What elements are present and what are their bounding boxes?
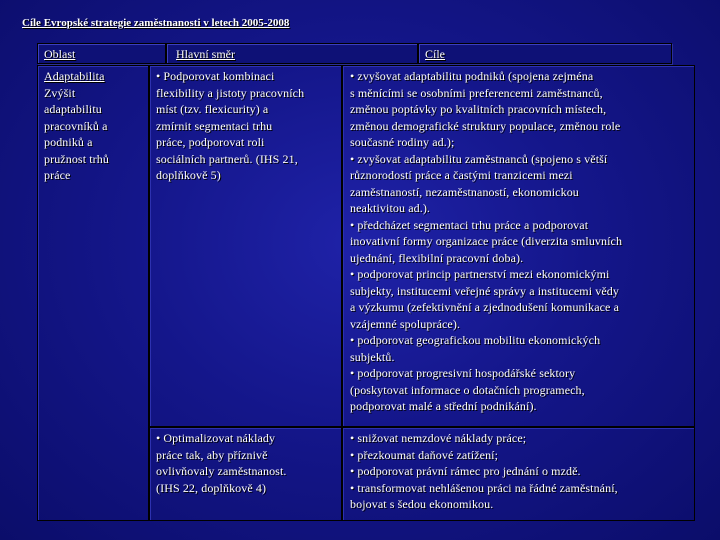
goals-text-line: neaktivitou ad.).	[350, 201, 431, 215]
direction-text-line: zmírnit segmentaci trhu	[156, 118, 273, 133]
goals-text-line: • zvyšovat adaptabilitu zaměstnanců (spojeno s větší	[350, 151, 608, 166]
area-text-line: pracovníků a	[44, 118, 108, 133]
slide-title: Cíle Evropské strategie zaměstnanosti v letech 2005-2008	[22, 17, 290, 29]
goals-text-line: s měnícími se osobními preferencemi zaměstnanců,	[350, 85, 603, 100]
goals-text-line: podporovat malé a střední podnikání).	[350, 399, 537, 413]
direction-text-line: doplňkově 5)	[156, 168, 221, 182]
goals-text-line: • podporovat progresivní hospodářské sektory	[350, 366, 576, 380]
goals-text-line: ujednání, flexibilní pracovní doba).	[350, 250, 524, 265]
goals-text-line: různorodostí práce a častými tranzicemi mezi	[350, 168, 573, 182]
goals-text-line: bojovat s šedou ekonomikou.	[350, 497, 494, 511]
goals-text-line: subjekty, institucemi veřejné správy a institucemi vědy	[350, 283, 619, 298]
goals-text-line: a výzkumu (zefektivnění a zjednodušení komunikace a	[350, 300, 619, 314]
goals-text-line: • podporovat princip partnerství mezi ekonomickými	[350, 267, 610, 281]
goals-text-line: • zvyšovat adaptabilitu podniků (spojena zejména	[350, 69, 594, 83]
goals-text-line: vzájemné spolupráce).	[350, 316, 461, 331]
direction-cell-row-1	[149, 65, 342, 427]
area-cell	[37, 65, 149, 521]
direction-text-line: práce, podporovat roli	[156, 135, 265, 149]
direction-text-line: (IHS 22, doplňkově 4)	[156, 480, 267, 495]
area-text-line: adaptabilitu	[44, 102, 102, 116]
direction-text-line: flexibility a jistoty pracovních	[156, 85, 305, 100]
goals-text-line: subjektů.	[350, 349, 395, 364]
header-area: Oblast	[37, 43, 166, 64]
direction-text-line: práce tak, aby příznivě	[156, 447, 268, 462]
direction-cell-row-2	[149, 427, 342, 521]
goals-cell-row-1	[342, 65, 695, 427]
header-goals: Cíle	[418, 43, 672, 64]
area-text-line: pružnost trhů	[44, 151, 109, 166]
goals-text-line: • snižovat nemzdové náklady práce;	[350, 431, 527, 445]
direction-text-line: míst (tzv. flexicurity) a	[156, 102, 269, 116]
goals-text-line: (poskytovat informace o dotačních programech,	[350, 382, 585, 397]
area-text-line: práce	[44, 168, 71, 182]
direction-text-line: • Podporovat kombinaci	[156, 69, 275, 83]
goals-text-line: změnou poptávky po kvalitních pracovních místech,	[350, 102, 607, 116]
goals-text-line: • transformovat nehlášenou práci na řádné zaměstnání,	[350, 480, 618, 495]
goals-text-line: současné rodiny ad.);	[350, 135, 455, 149]
direction-text-line: • Optimalizovat náklady	[156, 431, 276, 445]
goals-text-line: • podporovat právní rámec pro jednání o mzdě.	[350, 464, 581, 478]
direction-text-line: sociálních partnerů. (IHS 21,	[156, 151, 298, 166]
goals-text-line: • předcházet segmentaci trhu práce a podporovat	[350, 217, 589, 232]
header-direction: Hlavní směr	[166, 43, 418, 64]
goals-text-line: • přezkoumat daňové zatížení;	[350, 447, 499, 462]
area-text-line: podniků a	[44, 135, 93, 149]
area-text-line: Zvýšit	[44, 85, 76, 100]
goals-text-line: zaměstnaností, nezaměstnaností, ekonomickou	[350, 184, 579, 199]
area-title: Adaptabilita	[44, 69, 105, 83]
goals-cell-row-2	[342, 427, 695, 521]
goals-text-line: změnou demografické struktury populace, změnou role	[350, 118, 621, 133]
direction-text-line: ovlivňovaly zaměstnanost.	[156, 464, 287, 478]
goals-text-line: inovativní formy organizace práce (diverzita smluvních	[350, 234, 623, 248]
goals-text-line: • podporovat geografickou mobilitu ekonomických	[350, 333, 601, 347]
